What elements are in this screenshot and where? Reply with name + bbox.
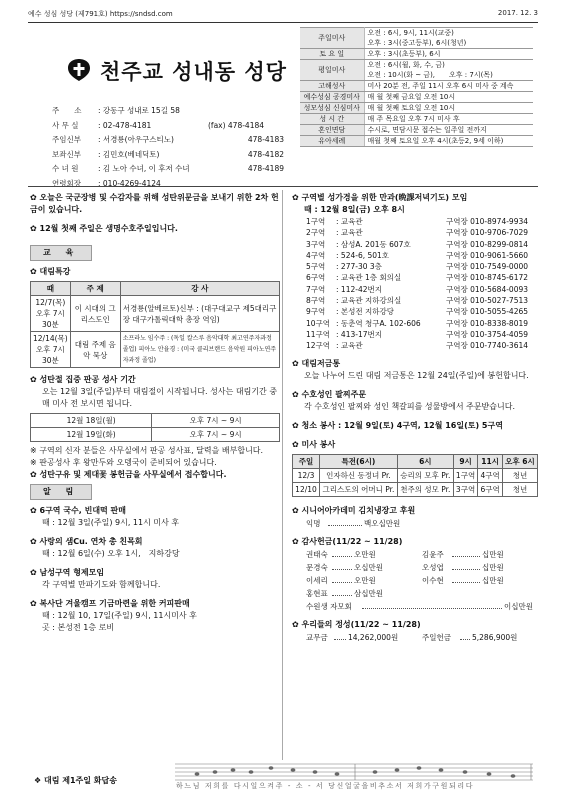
zone-number: 9구역 xyxy=(306,307,326,317)
mass-service-head: 9시 xyxy=(453,454,478,468)
zone-prayer-title: ✿ 구역별 성가경을 위한 만과(晩課저녁기도) 모임 xyxy=(292,193,468,202)
zone-contact: 구역장 010-7549-0000 xyxy=(446,262,529,272)
zone-number: 12구역 xyxy=(306,341,331,351)
zone-number: 2구역 xyxy=(306,228,326,238)
zone-number: 4구역 xyxy=(306,250,326,260)
mass-service-cell: 3구역 xyxy=(453,482,478,496)
offering-totals xyxy=(292,631,538,644)
confession-table xyxy=(30,413,280,442)
psalm-title: ❖ 대림 제1주일 화답송 xyxy=(34,776,117,785)
info-value: : 김 노아 수녀, 이 후저 수녀 xyxy=(98,164,190,173)
mass-row xyxy=(300,28,533,49)
zone-row xyxy=(292,318,538,329)
mass-service-title: ✿ 미사 봉사 xyxy=(292,439,336,449)
mass-service-table xyxy=(292,454,538,497)
mass-service-cell: 6구역 xyxy=(478,482,503,496)
mass-service-cell: 4구역 xyxy=(478,468,503,482)
confession-note: ※ 판공성사 후 왕만두와 오뎅국이 준비되어 있습니다. xyxy=(30,458,217,467)
zone-row xyxy=(292,329,538,340)
mass-row xyxy=(300,60,533,81)
zone-contact: 구역장 010-8974-9934 xyxy=(446,217,529,226)
lecture-head-topic: 주 제 xyxy=(70,282,120,296)
right-column xyxy=(292,192,538,644)
column-divider xyxy=(282,190,283,760)
donor-amount: 오만원 xyxy=(354,575,376,585)
crib-offering-note: ✿ 성탄구유 및 제대꽃 봉헌금을 사무실에서 접수합니다. xyxy=(30,470,227,479)
parish-info xyxy=(52,104,284,191)
info-row xyxy=(52,104,284,119)
church-logo-icon xyxy=(66,57,92,83)
info-tel: 478-4189 xyxy=(247,164,284,173)
zone-number: 5구역 xyxy=(306,262,326,272)
zone-row xyxy=(292,227,538,238)
lecture-when: 12/14(목) 오후 7시 30분 xyxy=(31,332,71,368)
mass-service-row xyxy=(293,482,538,496)
zone-row xyxy=(292,261,538,272)
mass-time: 매월 첫째 토요일 오후 4시(초등2, 9세 이하) xyxy=(364,136,533,147)
section-bar-education: 교 육 xyxy=(30,245,92,261)
mass-row xyxy=(300,49,533,60)
info-value: : 강동구 성내로 15길 58 xyxy=(98,106,180,115)
zone-row xyxy=(292,239,538,250)
bracelet-desc: 각 수호성인 팔찌와 성인 책갈피를 성물방에서 주문받습니다. xyxy=(304,401,515,411)
psalm-music-staff xyxy=(175,760,533,800)
donor-amount: 오십만원 xyxy=(354,562,383,572)
info-label: 주임신부 xyxy=(52,135,81,144)
info-row xyxy=(52,177,284,192)
notice-second-collection: ✿ 오늘은 국군장병 및 수감자를 위해 성탄위문금을 보내기 위한 2차 헌금이 있습니다. xyxy=(30,193,279,214)
mass-service-cell: 청년 xyxy=(502,468,537,482)
top-bar xyxy=(28,9,538,21)
mass-service-head: 주일 xyxy=(293,454,320,468)
donor-name: 홍현표 xyxy=(306,588,328,598)
mass-row xyxy=(300,114,533,125)
bracelet-title: ✿ 수호성인 팔찌주문 xyxy=(292,389,367,399)
advent-bank-title: ✿ 대림저금통 xyxy=(292,358,341,368)
zone-place: : 112-42번지 xyxy=(336,284,382,294)
mass-time: 매 주 목요일 오후 7시 미사 후 xyxy=(364,114,533,125)
mass-service-cell: 1구역 xyxy=(453,468,478,482)
mass-row xyxy=(300,136,533,147)
mass-service-cell: 그리스도의 어머니 Pr. xyxy=(319,482,397,496)
zone-place: : 교육관 xyxy=(336,341,363,351)
info-fax: (fax) 478-4184 xyxy=(208,120,265,130)
donor-amount: 삼십만원 xyxy=(354,588,383,598)
zone-number: 8구역 xyxy=(306,296,326,306)
zone-row xyxy=(292,340,538,351)
zone-number: 7구역 xyxy=(306,284,326,294)
zone-place: : 삼성A. 201동 607호 xyxy=(336,239,411,249)
thanks-offering-list xyxy=(292,548,538,600)
confession-time: 오후 7시 ~ 9시 xyxy=(152,414,280,428)
dues-label: 교무금 xyxy=(306,632,328,642)
mass-time: 오후 : 3시(초등부), 6시 xyxy=(364,49,533,60)
info-value: : 010-4269-4124 xyxy=(98,178,161,188)
mass-service-head: 11시 xyxy=(478,454,503,468)
mass-service-head: 6시 xyxy=(397,454,453,468)
thanks-offering-last: 수원생 자모회 이십만원 xyxy=(306,601,533,611)
zone-prayer-time: 때 : 12월 8일(금) 오후 8시 xyxy=(304,205,405,214)
info-row xyxy=(52,148,284,163)
thanks-row xyxy=(292,574,538,587)
mass-row xyxy=(300,103,533,114)
mass-time: 오전 : 6시, 9시, 11시(교중) 오후 : 3시(중고등부), 6시(청년) xyxy=(364,28,533,49)
zone-contact: 구역장 010-5055-4265 xyxy=(446,307,529,317)
top-rule xyxy=(28,22,538,23)
offering-title: ✿ 우리들의 정성(11/22 ~ 11/28) xyxy=(292,619,421,629)
info-row xyxy=(52,162,284,177)
lecture-when: 12/7(목) 오후 7시 30분 xyxy=(31,296,71,332)
donor-name: 이세리 xyxy=(306,575,328,585)
mass-key: 주일미사 xyxy=(300,28,364,49)
lecture-table xyxy=(30,281,280,368)
zone-place: : 교육관 지하강의실 xyxy=(336,296,402,306)
info-label: 사 무 실 xyxy=(52,120,79,130)
section-bar-notice: 알 림 xyxy=(30,484,92,500)
mass-row xyxy=(300,125,533,136)
mass-service-head: 오후 6시 xyxy=(502,454,537,468)
zone-number: 6구역 xyxy=(306,273,326,283)
zone-place: : 동춘역 청구A. 102-606 xyxy=(336,318,421,328)
zone-contact: 구역장 010-5027-7513 xyxy=(446,296,529,306)
thanks-row xyxy=(292,561,538,574)
confession-desc: 오는 12월 3일(주일)부터 대림절이 시작됩니다. 성사는 대림기간 중 매 미사 전 보시면 됩니다. xyxy=(42,387,278,408)
mass-service-cell: 인자하신 동정녀 Pr. xyxy=(319,468,397,482)
donor-amount: 십만원 xyxy=(482,575,504,585)
confession-title: ✿ 성탄절 집중 판공 성사 기간 xyxy=(30,375,136,384)
info-tel: 478-4183 xyxy=(247,135,284,144)
confession-date: 12월 19일(화) xyxy=(31,428,152,442)
mass-row xyxy=(300,92,533,103)
notice-noodle: ✿ 6구역 국수, 빈대떡 판매 때 : 12월 3일(주일) 9시, 11시 미사 후 xyxy=(30,506,180,527)
mass-row xyxy=(300,81,533,92)
mass-time: 오전 : 6시(월, 화, 수, 금) 오전 : 10시(화 ~ 금), 오후 : 7시(목) xyxy=(364,60,533,81)
mass-time: 매 월 첫째 금요일 오전 10시 xyxy=(364,92,533,103)
zone-contact: 구역장 010-8338-8019 xyxy=(446,318,529,328)
lecture-speaker: 서경룡(알베르토)신부 : (대구대교구 제5대리구장 대구가톨릭대학 총장 역임) xyxy=(120,296,279,332)
info-row xyxy=(52,133,284,148)
zone-number: 11구역 xyxy=(306,329,331,339)
mass-service-row xyxy=(293,468,538,482)
advent-bank-desc: 오늘 나누어 드린 대림 저금통은 12월 24일(주일)에 봉헌합니다. xyxy=(304,370,529,380)
donor-name: 문경숙 xyxy=(306,562,328,572)
mass-key: 성모성심 신심미사 xyxy=(300,103,364,114)
info-value: : 02-478-4181 xyxy=(98,120,152,130)
info-value: : 김민호(베네딕토) xyxy=(98,149,160,159)
donor-amount: 십만원 xyxy=(482,549,504,559)
info-tel: 478-4182 xyxy=(247,149,284,159)
zone-place: : 413-17번지 xyxy=(336,329,382,339)
notice-fellowship: ✿ 사랑의 샘Cu. 연차 총 친목회 때 : 12월 6일(수) 오후 1시, 지하강당 xyxy=(30,537,180,558)
left-column xyxy=(30,192,280,641)
info-label: 수 녀 원 xyxy=(52,164,79,173)
info-label: 보좌신부 xyxy=(52,149,81,159)
sunday-label: 주일헌금 xyxy=(422,632,451,642)
donor-name: 이수현 xyxy=(422,575,444,585)
dues-value: 14,262,000원 xyxy=(348,632,399,642)
notice-men: ✿ 남성구역 형제모임 각 구역별 만파기도와 함께합니다. xyxy=(30,568,161,589)
zone-contact: 구역장 010-8299-0814 xyxy=(446,239,529,249)
lecture-topic: 이 시대의 그리스도인 xyxy=(70,296,120,332)
zone-place: : 교육관 xyxy=(336,228,363,238)
donor-name: 권태숙 xyxy=(306,549,328,559)
zone-contact: 구역장 010-9061-5660 xyxy=(446,250,529,260)
notice-coffee: ✿ 복사단 겨울캠프 기금마련을 위한 커피판매 때 : 12월 10, 17일(주일) 9시, 11시미사 후 곳 : 본성전 1층 로비 xyxy=(30,599,197,632)
parish-name: 천주교 성내동 성당 xyxy=(100,59,287,84)
mass-key: 성 시 간 xyxy=(300,114,364,125)
kimchi-donation: 익명 백오십만원 xyxy=(306,518,401,528)
mass-key: 혼인면담 xyxy=(300,125,364,136)
mass-key: 고해성사 xyxy=(300,81,364,92)
lecture-head-speaker: 강 사 xyxy=(120,282,279,296)
zone-contact: 구역장 010-8745-6172 xyxy=(446,273,529,283)
lecture-speaker: 소프라노 임수주 : (독일 칼스루 음악대학 최고연주자과정 졸업) 피아노 안율경 : (미국 클리브랜드 음악원 피아노연주자과정 졸업) xyxy=(120,332,279,368)
zone-place: : 277-30 3층 xyxy=(336,262,382,272)
donor-name: 오성엽 xyxy=(422,562,444,572)
zone-contact: 구역장 010-9706-7029 xyxy=(446,228,529,238)
kimchi-donation-title: ✿ 시니어아카데미 김치냉장고 후원 xyxy=(292,505,416,515)
confession-note: ※ 구역의 신자 분들은 사무실에서 판공 성사표, 달력을 배부합니다. xyxy=(30,446,264,455)
zone-contact: 구역장 010-7740-3614 xyxy=(446,341,529,351)
zone-row xyxy=(292,250,538,261)
zone-row xyxy=(292,295,538,306)
info-label: 주 소 xyxy=(52,106,82,115)
mass-schedule-table xyxy=(300,27,533,147)
mass-key: 토 요 일 xyxy=(300,49,364,60)
zone-list xyxy=(292,216,538,352)
mass-key: 유아세례 xyxy=(300,136,364,147)
mass-time: 미사 20분 전, 주일 11시 오후 6시 미사 중 계속 xyxy=(364,81,533,92)
psalm-lyrics: 하느님 저희를 다시일으켜주 - 소 - 서 당신얼굴을비추소서 저희가구원되리다 xyxy=(176,782,475,790)
bulletin-date: 2017. 12. 3 xyxy=(497,9,538,17)
mass-time: 수시로, 면담시문 접수는 일주일 전까지 xyxy=(364,125,533,136)
donor-name: 김윤주 xyxy=(422,549,444,559)
sunday-value: 5,286,900원 xyxy=(472,632,518,642)
zone-row xyxy=(292,284,538,295)
confession-time: 오후 7시 ~ 9시 xyxy=(152,428,280,442)
zone-number: 10구역 xyxy=(306,318,331,328)
zone-number: 1구역 xyxy=(306,217,326,226)
confession-date: 12월 18일(월) xyxy=(31,414,152,428)
mass-service-cell: 12/10 xyxy=(293,482,320,496)
info-label: 연령회장 xyxy=(52,178,81,188)
mass-service-head: 특전(6시) xyxy=(319,454,397,468)
thanks-offering-title: ✿ 감사헌금(11/22 ~ 11/28) xyxy=(292,536,403,546)
zone-contact: 구역장 010-5684-0093 xyxy=(446,284,529,294)
mass-key: 평일미사 xyxy=(300,60,364,81)
zone-row xyxy=(292,306,538,317)
lecture-head-when: 때 xyxy=(31,282,71,296)
thanks-row xyxy=(292,548,538,561)
zone-place: : 524-6, 501호 xyxy=(336,250,390,260)
mass-key: 예수성심 공경미사 xyxy=(300,92,364,103)
zone-place: : 교육관 xyxy=(336,217,363,226)
lecture-topic: 대림 주제 음악 묵상 xyxy=(70,332,120,368)
info-value: : 서경룡(아우구스티노) xyxy=(98,135,174,144)
bulletin-source: 예수 성심 성당 (제791호) https://sndsd.com xyxy=(28,10,173,18)
zone-row xyxy=(292,216,538,227)
zone-contact: 구역장 010-3754-4059 xyxy=(446,329,529,339)
notice-life-sunday: ✿ 12월 첫째 주일은 생명수호주일입니다. xyxy=(30,224,178,233)
header-divider xyxy=(28,186,538,187)
thanks-row xyxy=(292,587,538,600)
lecture-title: ✿ 대림특강 xyxy=(30,267,71,276)
mass-service-cell: 승리의 모후 Pr. xyxy=(397,468,453,482)
zone-number: 3구역 xyxy=(306,239,326,249)
donor-amount: 오만원 xyxy=(354,549,376,559)
zone-place: : 교육관 1층 회의실 xyxy=(336,273,402,283)
mass-service-cell: 12/3 xyxy=(293,468,320,482)
mass-service-cell: 청년 xyxy=(502,482,537,496)
zone-place: : 본성전 지하강당 xyxy=(336,307,395,317)
cleaning-service: ✿ 청소 봉사 : 12월 9일(토) 4구역, 12월 16일(토) 5구역 xyxy=(292,420,503,430)
mass-time: 매 월 첫째 토요일 오전 10시 xyxy=(364,103,533,114)
mass-service-cell: 천주의 성모 Pr. xyxy=(397,482,453,496)
donor-amount: 십만원 xyxy=(482,562,504,572)
info-row xyxy=(52,119,284,134)
zone-row xyxy=(292,272,538,283)
